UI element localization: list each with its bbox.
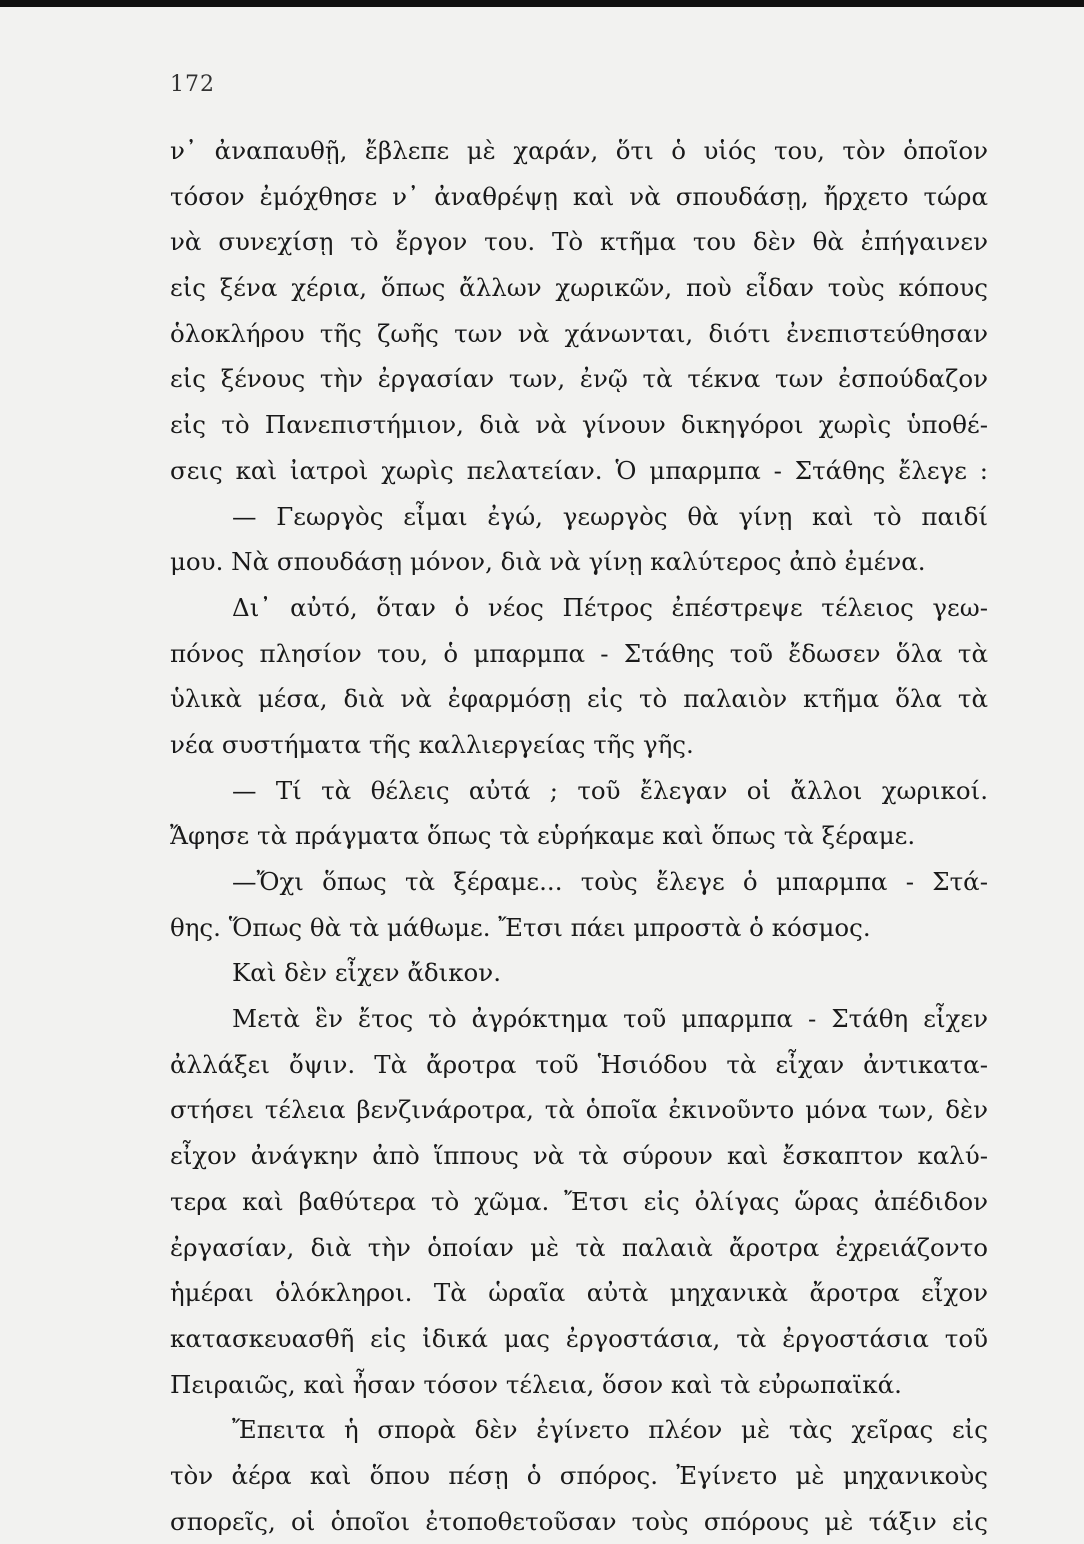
text-line: Ἄφησε τὰ πράγματα ὅπως τὰ εὑρήκαμε καὶ ὅπως τὰ ξέραμε. [170, 821, 916, 851]
text-line: ἡμέραι ὁλόκληροι. Τὰ ὡραῖα αὐτὰ μηχανικὰ ἄροτρα εἶχον [170, 1278, 988, 1308]
text-line: τόσον ἐμόχθησε ν᾽ ἀναθρέψῃ καὶ νὰ σπουδάσῃ, ἤρχετο τώρα [170, 181, 988, 211]
text-line: Καὶ δὲν εἶχεν ἄδικον. [232, 958, 501, 988]
text-line: ν᾽ ἀναπαυθῇ, ἔβλεπε μὲ χαράν, ὅτι ὁ υἱός του, τὸν ὁποῖον [170, 136, 988, 165]
text-line: Δι᾽ αὐτό, ὅταν ὁ νέος Πέτρος ἐπέστρεψε τέλειος γεω- [232, 592, 988, 622]
text-line: θης. Ὅπως θὰ τὰ μάθωμε. Ἔτσι πάει μπροστὰ ὁ κόσμος. [170, 912, 871, 942]
body-text [170, 128, 988, 1544]
text-line: νὰ συνεχίσῃ τὸ ἔργον του. Τὸ κτῆμα του δὲν θὰ ἐπήγαινεν [170, 227, 988, 257]
text-line: ὁλοκλήρου τῆς ζωῆς των νὰ χάνωνται, διότι ἐνεπιστεύθησαν [170, 318, 988, 348]
text-line: Μετὰ ἓν ἔτος τὸ ἀγρόκτημα τοῦ μπαρμπα - Στάθη εἶχεν [232, 1004, 988, 1034]
text-line: ὑλικὰ μέσα, διὰ νὰ ἐφαρμόσῃ εἰς τὸ παλαιὸν κτῆμα ὅλα τὰ [170, 684, 988, 714]
text-line: Ἔπειτα ἡ σπορὰ δὲν ἐγίνετο πλέον μὲ τὰς χεῖρας εἰς [232, 1415, 988, 1445]
scan-top-edge [0, 0, 1084, 7]
text-line: —Ὄχι ὅπως τὰ ξέραμε... τοὺς ἔλεγε ὁ μπαρμπα - Στά- [232, 867, 988, 896]
text-line: Πειραιῶς, καὶ ἦσαν τόσον τέλεια, ὅσον καὶ τὰ εὐρωπαϊκά. [170, 1369, 902, 1399]
text-line: — Τί τὰ θέλεις αὐτά ; τοῦ ἔλεγαν οἱ ἄλλοι χωρικοί. [232, 775, 988, 805]
text-line: εἰς ξένους τὴν ἐργασίαν των, ἐνῷ τὰ τέκνα των ἐσπούδαζον [170, 364, 988, 394]
text-line: μου. Νὰ σπουδάσῃ μόνον, διὰ νὰ γίνῃ καλύτερος ἀπὸ ἐμένα. [170, 547, 926, 577]
text-line: ἐργασίαν, διὰ τὴν ὁποίαν μὲ τὰ παλαιὰ ἄροτρα ἐχρειάζοντο [170, 1232, 988, 1262]
text-line: πόνος πλησίον του, ὁ μπαρμπα - Στάθης τοῦ ἔδωσεν ὅλα τὰ [170, 638, 988, 668]
text-line: νέα συστήματα τῆς καλλιεργείας τῆς γῆς. [170, 729, 694, 759]
text-line: ἀλλάξει ὄψιν. Τὰ ἄροτρα τοῦ Ἡσιόδου τὰ εἶχαν ἀντικατα- [170, 1049, 988, 1079]
page-number: 172 [170, 72, 215, 97]
text-line: στήσει τέλεια βενζινάροτρα, τὰ ὁποῖα ἐκινοῦντο μόνα των, δὲν [170, 1095, 988, 1125]
text-line: σεις καὶ ἰατροὶ χωρὶς πελατείαν. Ὁ μπαρμπα - Στάθης ἔλεγε : [170, 455, 988, 485]
text-line: εἰς ξένα χέρια, ὅπως ἄλλων χωρικῶν, ποὺ εἶδαν τοὺς κόπους [170, 273, 988, 303]
text-line: εἶχον ἀνάγκην ἀπὸ ἵππους νὰ τὰ σύρουν καὶ ἔσκαπτον καλύ- [170, 1141, 988, 1171]
text-line: εἰς τὸ Πανεπιστήμιον, διὰ νὰ γίνουν δικηγόροι χωρὶς ὑποθέ- [170, 410, 988, 440]
text-line: σπορεῖς, οἱ ὁποῖοι ἐτοποθετοῦσαν τοὺς σπόρους μὲ τάξιν εἰς [170, 1506, 988, 1536]
text-line: κατασκευασθῆ εἰς ἰδικά μας ἐργοστάσια, τὰ ἐργοστάσια τοῦ [170, 1323, 988, 1353]
text-line: τερα καὶ βαθύτερα τὸ χῶμα. Ἔτσι εἰς ὀλίγας ὥρας ἀπέδιδον [170, 1186, 988, 1216]
text-line: τὸν ἀέρα καὶ ὅπου πέσῃ ὁ σπόρος. Ἐγίνετο μὲ μηχανικοὺς [170, 1460, 988, 1490]
text-line: — Γεωργὸς εἶμαι ἐγώ, γεωργὸς θὰ γίνῃ καὶ τὸ παιδί [232, 501, 988, 531]
